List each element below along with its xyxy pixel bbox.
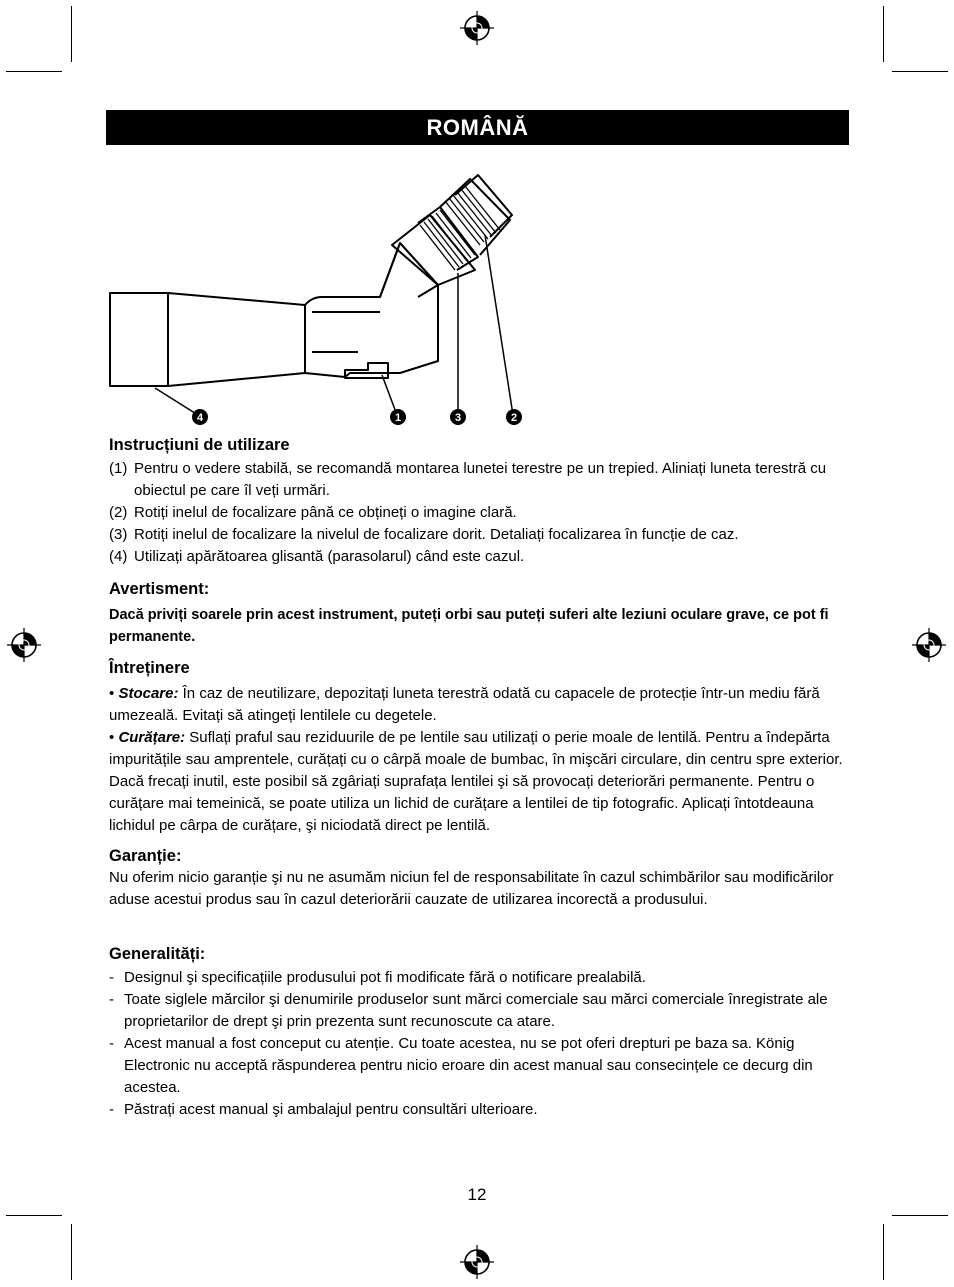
crop-mark bbox=[883, 6, 884, 62]
item-text: Utilizați apărătoarea glisantă (parasolarul) când este cazul. bbox=[134, 548, 525, 565]
item-text: Designul şi specificațiile produsului pot fi modificate fără o notificare prealabilă. bbox=[124, 969, 646, 986]
warning-text: Dacă priviți soarele prin acest instrument, puteți orbi sau puteți suferi alte leziuni oculare grave, ce pot fi permanente. bbox=[109, 607, 829, 645]
instructions-heading: Instrucțiuni de utilizare bbox=[109, 436, 290, 454]
item-number: (3) bbox=[109, 526, 128, 543]
item-number: (2) bbox=[109, 504, 128, 521]
cleaning-paragraph bbox=[109, 727, 851, 837]
storage-label: Stocare: bbox=[118, 685, 179, 702]
warning-heading: Avertisment: bbox=[109, 580, 210, 598]
page-number: 12 bbox=[467, 1185, 487, 1204]
item-text: Pentru o vedere stabilă, se recomandă montarea lunetei terestre pe un trepied. Aliniați luneta terestră cu obiectul pe care îl veți urmări. bbox=[134, 460, 827, 499]
storage-text: În caz de neutilizare, depozitați luneta terestră odată cu capacele de protecție într-un mediu fără umezeală. Evitați să atingeți lentilele cu degetele. bbox=[109, 685, 820, 724]
item-text: Păstrați acest manual şi ambalajul pentru consultări ulterioare. bbox=[124, 1101, 538, 1118]
list-item bbox=[109, 1033, 851, 1099]
crop-mark bbox=[71, 1224, 72, 1280]
list-item bbox=[109, 502, 851, 524]
spotting-scope-diagram bbox=[100, 165, 540, 430]
list-item bbox=[109, 546, 851, 568]
crop-mark bbox=[6, 71, 62, 72]
warranty-section bbox=[109, 845, 851, 911]
list-item bbox=[109, 967, 851, 989]
warranty-text: Nu oferim nicio garanție şi nu ne asumăm niciun fel de responsabilitate în cazul schimbărilor sau modificărilor aduse acestui produs sau în cazul deteriorării cauzate de utilizarea incorectă a produsului. bbox=[109, 869, 834, 908]
item-text: Rotiți inelul de focalizare la nivelul de focalizare dorit. Detaliați focalizarea în funcție de caz. bbox=[134, 526, 739, 543]
list-item bbox=[109, 524, 851, 546]
callout-label-3: 3 bbox=[454, 412, 462, 424]
crop-mark bbox=[71, 6, 72, 62]
general-heading: Generalități: bbox=[109, 945, 206, 963]
registration-mark-bottom bbox=[459, 1244, 495, 1280]
item-text: Acest manual a fost conceput cu atenție. Cu toate acestea, nu se pot oferi drepturi pe baza sa. König Electronic nu acceptă răspunderea pentru nicio eroare din acest manual sau consecințele ce decurg din acestea. bbox=[124, 1035, 813, 1096]
crop-mark bbox=[883, 1224, 884, 1280]
item-number: (1) bbox=[109, 460, 128, 477]
item-text: Toate siglele mărcilor şi denumirile produselor sunt mărci comerciale sau mărci comerciale înregistrate ale proprietarilor de drept şi prin prezenta sunt recunoscute ca atare. bbox=[124, 991, 828, 1030]
callout-label-2: 2 bbox=[510, 412, 518, 424]
list-item bbox=[109, 989, 851, 1033]
warning-section bbox=[109, 578, 851, 648]
storage-paragraph bbox=[109, 683, 851, 727]
crop-mark bbox=[892, 71, 948, 72]
crop-mark bbox=[6, 1215, 62, 1216]
dash: - bbox=[109, 1035, 114, 1052]
cleaning-label: Curățare: bbox=[118, 729, 186, 746]
callout-label-1: 1 bbox=[394, 412, 402, 424]
maintenance-section bbox=[109, 657, 851, 837]
registration-mark-top bbox=[459, 10, 495, 46]
callout-label-4: 4 bbox=[196, 412, 204, 424]
bullet: • bbox=[109, 729, 115, 746]
warranty-heading: Garanție: bbox=[109, 847, 182, 865]
language-header: ROMÂNĂ bbox=[106, 110, 849, 145]
instructions-section bbox=[109, 434, 851, 568]
dash: - bbox=[109, 991, 114, 1008]
registration-mark-right bbox=[911, 627, 947, 663]
item-text: Rotiți inelul de focalizare până ce obțineți o imagine clară. bbox=[134, 504, 517, 521]
list-item bbox=[109, 458, 851, 502]
crop-mark bbox=[892, 1215, 948, 1216]
cleaning-text: Suflați praful sau reziduurile de pe lentile sau utilizați o perie moale de lentilă. Pentru a îndepărta impuritățile sau amprentele, curățați cu o cârpă moale de bumbac, în mişcări circulare, din centru spre exterior. Dacă frecați inutil, este posibil să zgâriați suprafața lentilei şi să provocați deteriorări permanente. Pentru o curățare mai temeinică, se poate utiliza un lichid de curățare a lentilei de tip fotografic. Aplicați întotdeauna lichidul pe cârpa de curățare, şi niciodată direct pe lentilă. bbox=[109, 729, 843, 834]
registration-mark-left bbox=[6, 627, 42, 663]
maintenance-heading: Întreținere bbox=[109, 659, 190, 677]
dash: - bbox=[109, 969, 114, 986]
list-item bbox=[109, 1099, 851, 1121]
dash: - bbox=[109, 1101, 114, 1118]
general-section bbox=[109, 943, 851, 1121]
item-number: (4) bbox=[109, 548, 128, 565]
bullet: • bbox=[109, 685, 115, 702]
